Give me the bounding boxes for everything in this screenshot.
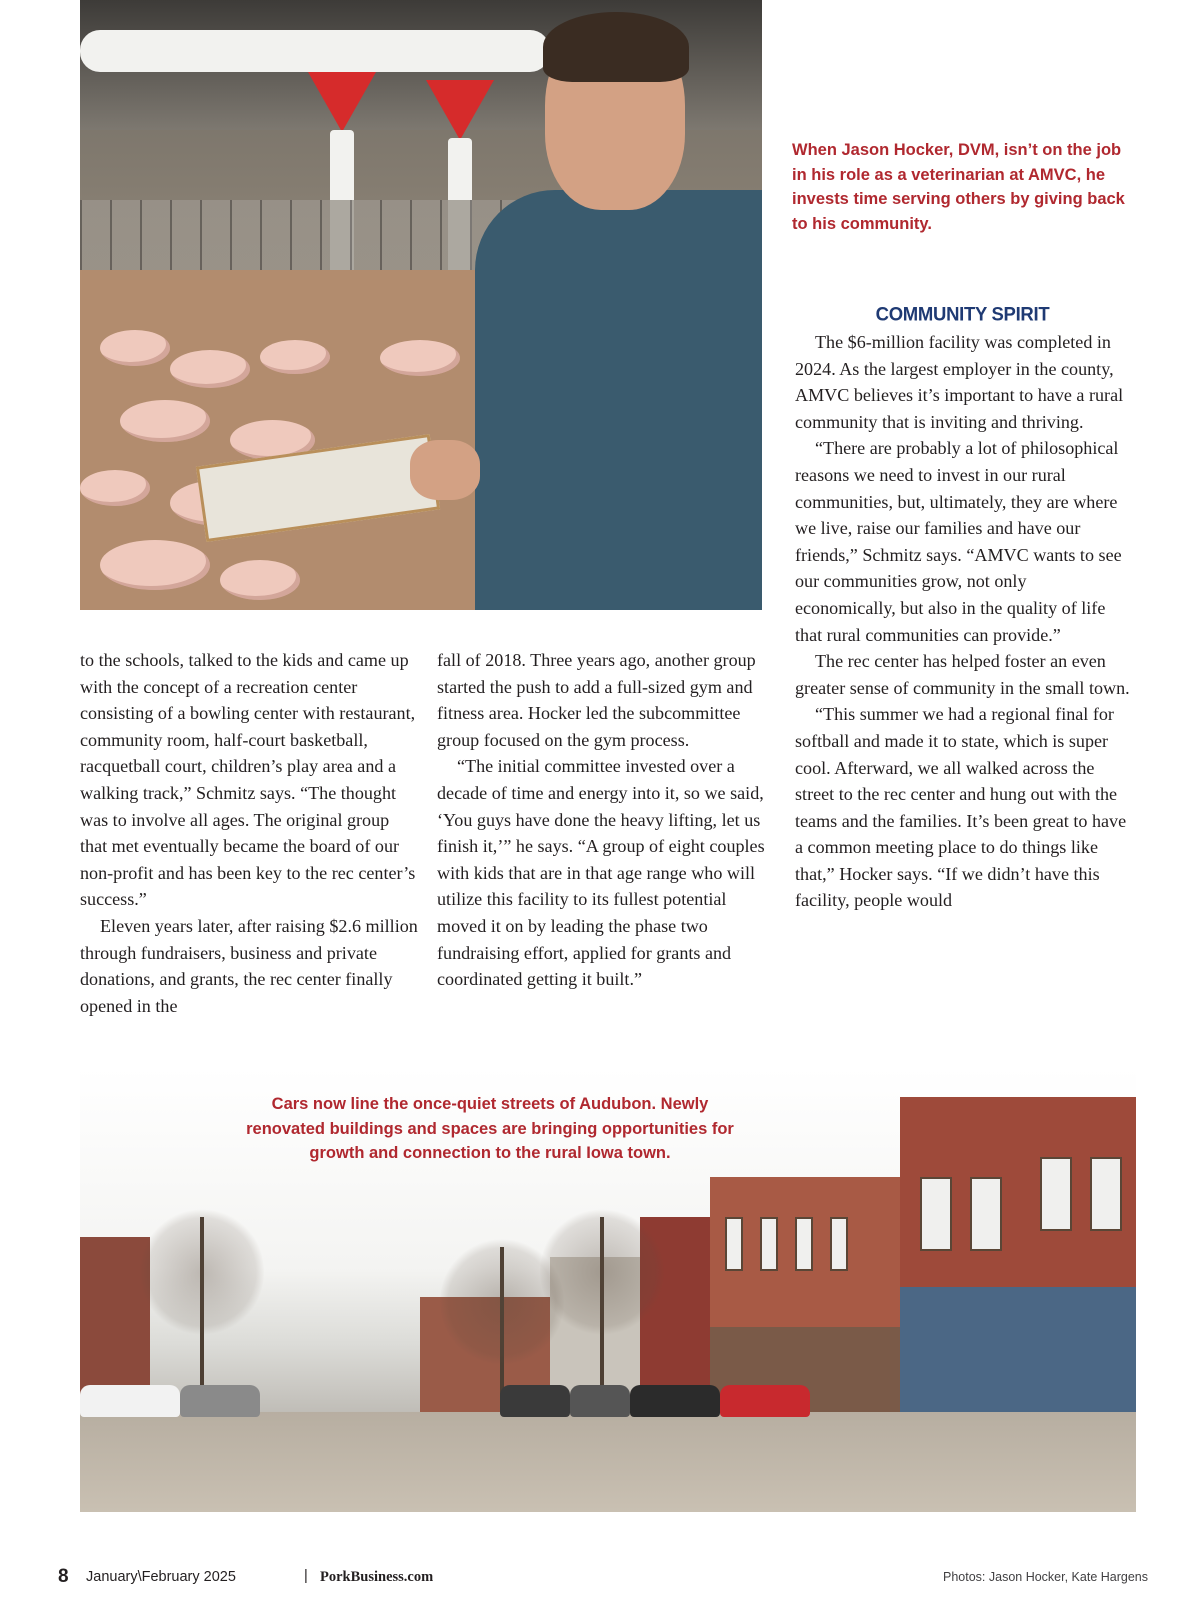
paragraph: The rec center has helped foster an even greater sense of community in the small town. (795, 651, 1130, 698)
website: PorkBusiness.com (320, 1569, 434, 1585)
paragraph: “There are probably a lot of philosophical reasons we need to invest in our rural communities, but, ultimately, they are where we live, raise our families and have our friends,” Schmitz says. “AMVC wants to see our communities grow, not only economically, but also in the quality of life that rural communities can provide.” (795, 438, 1122, 645)
pig (170, 350, 250, 388)
window (725, 1217, 743, 1271)
veterinarian (475, 20, 762, 610)
page-footer (58, 1566, 1148, 1592)
pig (100, 330, 170, 366)
feeder-funnel (308, 72, 376, 132)
veterinarian-photo (80, 0, 762, 610)
parked-car (180, 1385, 260, 1417)
photo-credits: Photos: Jason Hocker, Kate Hargens (943, 1570, 1148, 1584)
article-column-2 (437, 647, 775, 993)
paragraph: to the schools, talked to the kids and came up with the concept of a recreation center consisting of a bowling center with restaurant, community room, half-court basketball, racquetball court, children’s play area and a walking track,” Schmitz says. “The thought was to involve all ages. The original group that met eventually became the board of our non-profit and has been key to the rec center’s success.” (80, 650, 416, 910)
article-column-3 (795, 303, 1130, 914)
window (920, 1177, 952, 1251)
paragraph: Eleven years later, after raising $2.6 million through fundraisers, business and private donations, and grants, the rec center finally opened in the (80, 915, 418, 1016)
writing-hand (410, 440, 480, 500)
parked-car (500, 1385, 570, 1417)
parked-car (570, 1385, 630, 1417)
section-heading: COMMUNITY SPIRIT (875, 302, 1050, 325)
footer-separator: | (304, 1568, 308, 1584)
paragraph: The $6-million facility was completed in 2024. As the largest employer in the county, AMVC believes it’s important to have a rural community that is inviting and thriving. (795, 332, 1124, 432)
window (830, 1217, 848, 1271)
storefront (900, 1287, 1136, 1417)
parked-car (720, 1385, 810, 1417)
top-photo-caption: When Jason Hocker, DVM, isn’t on the job in his role as a veterinarian at AMVC, he invests time serving others by giving back to his community. (792, 141, 1125, 233)
street (80, 1412, 1136, 1512)
window (760, 1217, 778, 1271)
pig (380, 340, 460, 376)
pig (220, 560, 300, 600)
issue-date: January\February 2025 (86, 1569, 236, 1585)
bottom-photo-caption: Cars now line the once-quiet streets of Audubon. Newly renovated buildings and spaces are bringing opportunities for growth and connection to the rural Iowa town. (246, 1095, 734, 1162)
pig (100, 540, 210, 590)
paragraph: “This summer we had a regional final for softball and made it to state, which is super cool. Afterward, we all walked across the street to the rec center and hung out with the teams and the families. It’s been great to have a common meeting place to do things like that,” Hocker says. “If we didn’t have this facility, people would (795, 704, 1127, 911)
parked-car (80, 1385, 180, 1417)
article-column-1 (80, 647, 418, 1019)
window (795, 1217, 813, 1271)
work-shirt (475, 190, 762, 610)
page-number: 8 (58, 1566, 69, 1587)
pig (260, 340, 330, 374)
parked-car (630, 1385, 720, 1417)
window (1090, 1157, 1122, 1231)
brick-building (710, 1177, 900, 1417)
brick-building (900, 1097, 1136, 1417)
window (970, 1177, 1002, 1251)
window (1040, 1157, 1072, 1231)
hair (543, 12, 689, 82)
paragraph: “The initial committee invested over a decade of time and energy into it, so we said, ‘You guys have done the heavy lifting, let us finish it,’” he says. “A group of eight couples with kids that are in that age range who will utilize this facility to its fullest potential moved it on by leading the phase two fundraising effort, applied for grants and coordinated getting it built.” (437, 756, 765, 990)
paragraph: fall of 2018. Three years ago, another group started the push to add a full-sized gym and fitness area. Hocker led the subcommittee group focused on the gym process. (437, 650, 756, 750)
pig (120, 400, 210, 442)
pig (80, 470, 150, 506)
